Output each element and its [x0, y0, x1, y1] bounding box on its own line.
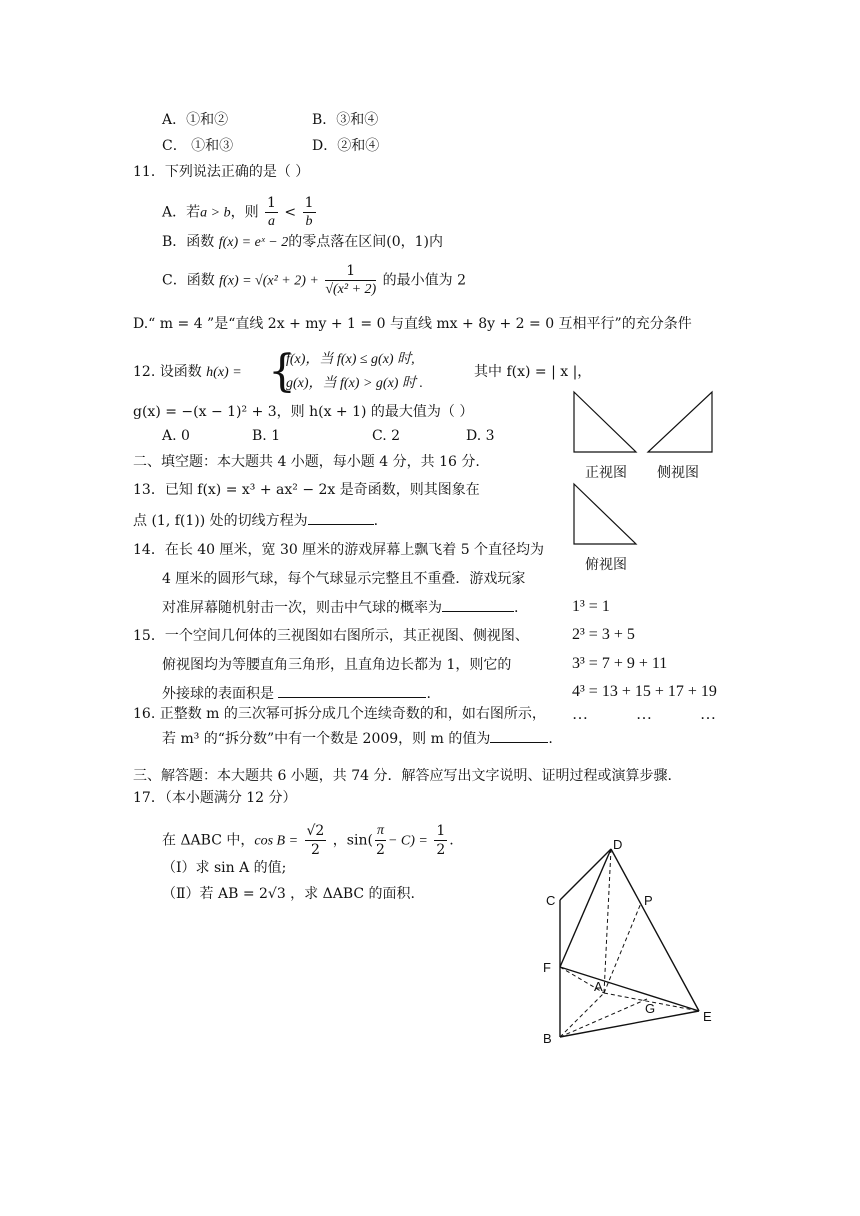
front-view-triangle — [574, 392, 636, 452]
q15-line1: 15．一个空间几何体的三视图如右图所示，其正视图、侧视图、 — [133, 628, 529, 644]
label-E: E — [703, 1009, 712, 1024]
section3-heading: 三、解答题：本大题共 6 小题，共 74 分．解答应写出文字说明、证明过程或演算步骤. — [133, 768, 672, 784]
q16-answer-blank[interactable] — [490, 728, 548, 743]
cube-row-3: 3³ = 7 + 9 + 11 — [572, 655, 668, 672]
q12-option-c: C. 2 — [372, 428, 401, 444]
front-view-caption: 正视图 — [585, 465, 627, 481]
q13-answer-blank[interactable] — [308, 510, 374, 525]
label-P: P — [644, 893, 653, 908]
label-F: F — [543, 960, 551, 975]
q11-option-c: C．函数 f(x) = √(x² + 2) + $\frac{1}{\text{√(x² + 2)}}$ 的最小值为 2 — [162, 263, 467, 297]
q15-line3: 外接球的表面积是 . — [162, 683, 431, 704]
q12-case1: f(x)，当 f(x) ≤ g(x) 时, — [286, 352, 415, 367]
q12-option-b: B. 1 — [252, 428, 281, 444]
side-view-triangle — [648, 392, 712, 452]
q14-answer-blank[interactable] — [442, 597, 514, 612]
top-view-caption: 俯视图 — [585, 557, 627, 573]
q12-option-d: D. 3 — [466, 428, 495, 444]
edge-BG — [560, 999, 647, 1037]
label-D: D — [613, 837, 623, 852]
geometry-figure — [535, 835, 725, 1050]
q16-line2: 若 m³ 的“拆分数”中有一个数是 2009，则 m 的值为 . — [162, 728, 553, 749]
edge-CD — [560, 849, 611, 900]
cube-row-2: 2³ = 3 + 5 — [572, 626, 635, 643]
section2-heading: 二、填空题：本大题共 4 小题，每小题 4 分，共 16 分. — [133, 454, 480, 470]
label-A: A — [594, 979, 603, 994]
cube-row-4: 4³ = 13 + 15 + 17 + 19 — [572, 683, 717, 700]
q12-case2: g(x)，当 f(x) > g(x) 时 . — [286, 376, 423, 391]
cube-ellipsis-1: … — [572, 706, 588, 723]
q12-where: 其中 f(x) = | x |， — [474, 364, 592, 380]
q14-line1: 14．在长 40 厘米，宽 30 厘米的游戏屏幕上飘飞着 5 个直径均为 — [133, 542, 545, 558]
q15-line2: 俯视图均为等腰直角三角形，且直角边长都为 1，则它的 — [162, 657, 512, 673]
label-C: C — [546, 893, 556, 908]
top-view-triangle — [574, 484, 636, 544]
q12-option-a: A. 0 — [162, 428, 190, 444]
q12-brace: { — [268, 346, 296, 397]
cube-row-1: 1³ = 1 — [572, 598, 610, 615]
q14-line2: 4 厘米的圆形气球，每个气球显示完整且不重叠．游戏玩家 — [162, 571, 526, 587]
cube-ellipsis-2: … — [636, 706, 652, 723]
q17-part2: （Ⅱ）若 AB = 2√3 ，求 ΔABC 的面积. — [162, 886, 416, 902]
q11-option-d: D.“ m = 4 ”是“直线 2x + my + 1 = 0 与直线 mx + 8y + 2 = 0 互相平行”的充分条件 — [133, 316, 692, 332]
cube-ellipsis-3: … — [700, 706, 716, 723]
q12-stem: 12. 设函数 h(x) = — [133, 364, 242, 380]
q11-stem: 11．下列说法正确的是（ ） — [133, 164, 310, 180]
q17-given: 在 ΔABC 中，cos B = $\frac{√2}{2}$ ，sin( $\frac{\pi}{2}$ − C) = $\frac{1}{2}$ . — [162, 823, 454, 858]
q10-option-c: C． ①和③ — [162, 138, 234, 154]
side-view-caption: 侧视图 — [657, 465, 699, 481]
edge-BE — [560, 1011, 699, 1037]
q17-heading: 17．（本小题满分 12 分） — [133, 790, 297, 806]
label-G: G — [645, 1001, 656, 1016]
q15-answer-blank[interactable] — [278, 683, 426, 698]
q11-option-a: A．若a > b，则 $\frac{1}{a}$ < $\frac{1}{b}$ — [162, 195, 314, 229]
q13-line1: 13．已知 f(x) = x³ + ax² − 2x 是奇函数，则其图象在 — [133, 482, 480, 498]
edge-DF — [560, 849, 611, 967]
q17-part1: （Ⅰ）求 sin A 的值; — [162, 860, 287, 876]
q12-line2: g(x) = −(x − 1)² + 3，则 h(x + 1) 的最大值为（ ） — [133, 404, 474, 420]
q11-option-b: B．函数 f(x) = eˣ − 2的零点落在区间(0，1)内 — [162, 234, 443, 250]
q16-line1: 16. 正整数 m 的三次幂可拆分成几个连续奇数的和，如右图所示， — [133, 706, 546, 722]
label-B: B — [543, 1031, 552, 1046]
q10-option-d: D．②和④ — [312, 138, 380, 154]
q10-option-a: A．①和② — [162, 112, 229, 128]
edge-DA — [604, 849, 611, 993]
q14-line3: 对准屏幕随机射击一次，则击中气球的概率为 . — [162, 597, 518, 618]
q10-option-b: B．③和④ — [312, 112, 379, 128]
q13-line2: 点 (1, f(1)) 处的切线方程为 . — [133, 510, 378, 531]
edge-AP — [604, 903, 641, 993]
